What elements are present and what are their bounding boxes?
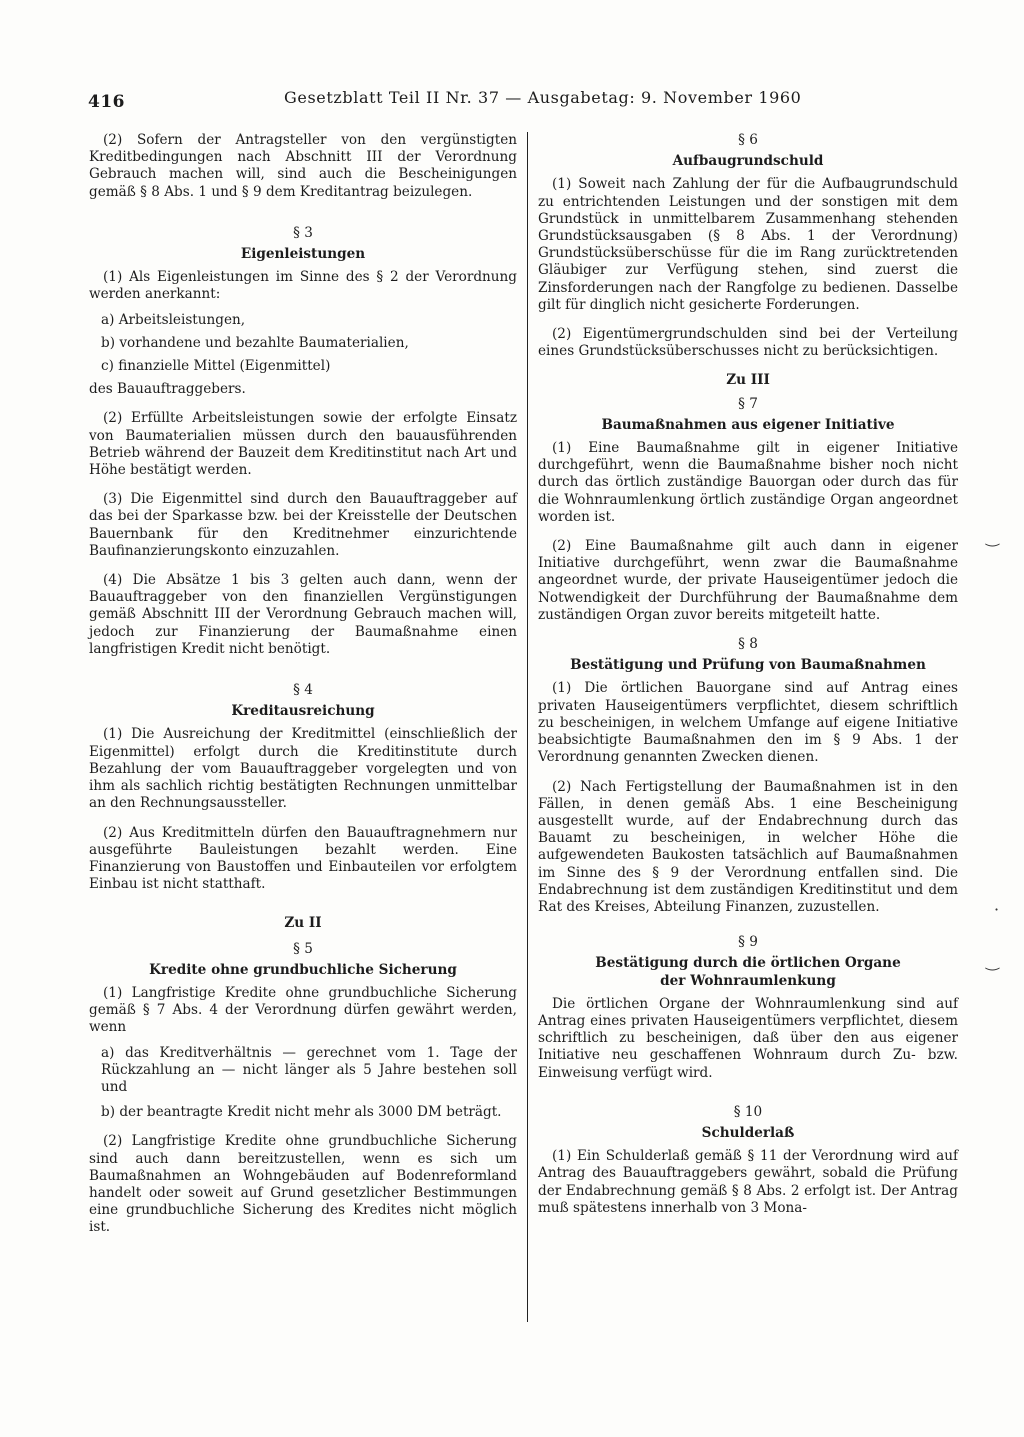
- section-number: § 5: [293, 940, 313, 957]
- paragraph: (1) Langfristige Kredite ohne grundbuchliche Sicherung gemäß § 7 Abs. 4 der Verordnung dürfen gewährt werden, wenn: [89, 984, 517, 1036]
- section-title: Bestätigung und Prüfung von Baumaßnahmen: [570, 657, 926, 674]
- right-column: [538, 132, 958, 1229]
- paragraph: (1) Als Eigenleistungen im Sinne des § 2 der Verordnung werden anerkannt:: [89, 269, 517, 303]
- paragraph: (2) Eine Baumaßnahme gilt auch dann in eigener Initiative durchgeführt, wenn zwar die Baumaßnahme angeordnet wurde, der private Hauseigentümer jedoch die Notwendigkeit der Durchführung der Baumaßnahme dem zuständigen Organ zuvor bereits mitgeteilt hatte.: [538, 538, 958, 623]
- part-heading: Zu II: [284, 915, 322, 932]
- list-item: a) Arbeitsleistungen,: [101, 311, 246, 328]
- margin-mark: ‿: [986, 528, 999, 547]
- paragraph: (1) Die Ausreichung der Kreditmittel (einschließlich der Eigenmittel) erfolgt durch die Kreditinstitute durch Bezahlung der vom Bauauftraggeber vorgelegten und von ihm als sachlich richtig bestätigten Rechnungen unmittelbar an den Rechnungsaussteller.: [89, 726, 517, 812]
- paragraph: (1) Ein Schulderlaß gemäß § 11 der Verordnung wird auf Antrag des Bauauftraggebers gewährt, sobald die Prüfung der Endabrechnung gemäß § 8 Abs. 2 erfolgt ist. Der Antrag muß spätestens innerhalb von 3 Mona-: [538, 1148, 958, 1216]
- paragraph: (3) Die Eigenmittel sind durch den Bauauftraggeber auf das bei der Sparkasse bzw. bei der Kreisstelle der Deutschen Bauernbank für den Kreditnehmer einzurichtende Baufinanzierungskonto einzuzahlen.: [89, 491, 517, 559]
- section-number: § 10: [733, 1103, 763, 1120]
- page-header: [88, 86, 968, 116]
- section-title: Kredite ohne grundbuchliche Sicherung: [149, 961, 457, 978]
- paragraph: (4) Die Absätze 1 bis 3 gelten auch dann, wenn der Bauauftraggeber von den finanziellen Vergünstigungen gemäß Abschnitt III der Verordnung Gebrauch machen will, jedoch zur Finanzierung der Baumaßnahme einen langfristigen Kredit nicht benötigt.: [89, 572, 517, 657]
- list-item: c) finanzielle Mittel (Eigenmittel): [101, 358, 331, 375]
- column-divider: [527, 132, 528, 1322]
- left-column: [89, 132, 517, 1249]
- paragraph: (2) Sofern der Antragsteller von den vergünstigten Kreditbedingungen nach Abschnitt III der Verordnung Gebrauch machen will, sind auch die Bescheinigungen gemäß § 8 Abs. 1 und § 9 dem Kreditantrag beizulegen.: [89, 132, 517, 200]
- paragraph: (2) Aus Kreditmitteln dürfen den Bauauftragnehmern nur ausgeführte Bauleistungen bezahlt werden. Eine Finanzierung von Baustoffen und Einbauteilen vor erfolgtem Einbau ist nicht statthaft.: [89, 824, 517, 893]
- paragraph: (2) Langfristige Kredite ohne grundbuchliche Sicherung sind auch dann bereitzustellen, wenn es sich um Baumaßnahmen an Wohngebäuden auf Bodenreformland handelt oder soweit auf Grund gesetzlicher Bestimmungen eine grundbuchliche Sicherung des Kredites nicht möglich ist.: [89, 1133, 517, 1236]
- paragraph: (2) Erfüllte Arbeitsleistungen sowie der erfolgte Einsatz von Baumaterialien müssen durch den bauausführenden Betrieb während der Bauzeit dem Kreditinstitut nach Art und Höhe bestätigt werden.: [89, 410, 517, 479]
- section-title: Kreditausreichung: [231, 703, 375, 720]
- paragraph: (1) Soweit nach Zahlung der für die Aufbaugrundschuld zu entrichtenden Leistungen und der sonstigen mit dem Grundstück in unmittelbarem Zusammenhang stehenden Grundstücksausgaben (§ 8 Abs. 1 der Verordnung) Grundstücksüberschüsse für die im Rang zurücktretenden Gläubiger zur Verfügung stehen, sind zuerst die Zinsforderungen nach der Rangfolge zu bedienen. Dasselbe gilt für dinglich nicht gesicherte Forderungen.: [538, 176, 958, 313]
- section-title: Bestätigung durch die örtlichen Organe: [595, 955, 901, 972]
- gazette-title: Gesetzblatt Teil II Nr. 37 — Ausgabetag: 9. November 1960: [284, 88, 802, 107]
- section-title: Eigenleistungen: [240, 246, 366, 263]
- paragraph: (2) Nach Fertigstellung der Baumaßnahmen ist in den Fällen, in denen gemäß Abs. 1 eine Bescheinigung ausgestellt wurde, auf der Endabrechnung durch das Bauamt zu bescheinigen, in welcher Höhe die aufgewendeten Baukosten tatsächlich auf Baumaßnahmen im Sinne des § 9 der Verordnung entfallen sind. Die Endabrechnung ist dem zuständigen Kreditinstitut und dem Rat des Kreises, Abteilung Finanzen, zuzustellen.: [538, 778, 958, 915]
- section-number: § 7: [738, 395, 758, 412]
- margin-mark: ‿: [986, 952, 999, 971]
- list-item: b) der beantragte Kredit nicht mehr als 3000 DM beträgt.: [101, 1104, 502, 1121]
- section-title: Baumaßnahmen aus eigener Initiative: [601, 416, 895, 433]
- section-title: der Wohnraumlenkung: [660, 972, 836, 989]
- paragraph: Die örtlichen Organe der Wohnraumlenkung sind auf Antrag eines privaten Hauseigentümers verpflichtet, diesem schriftlich zu bescheinigen, daß über den aus eigener Initiative neu geschaffenen Wohnraum durch Zu- bzw. Einweisung verfügt wird.: [538, 995, 958, 1081]
- section-number: § 6: [738, 132, 758, 148]
- section-number: § 8: [738, 636, 758, 653]
- paragraph: (1) Die örtlichen Bauorgane sind auf Antrag eines privaten Hauseigentümers verpflichtet, diesem schriftlich zu bescheinigen, in welchem Umfange auf eigene Initiative beabsichtigte Baumaßnahmen den im § 9 Abs. 1 der Verordnung genannten Zwecken dienen.: [538, 680, 958, 766]
- section-number: § 3: [293, 224, 313, 241]
- section-number: § 4: [293, 682, 313, 699]
- margin-mark: ·: [994, 900, 1000, 919]
- list-item: a) das Kreditverhältnis — gerechnet vom 1. Tage der Rückzahlung an — nicht länger als 5 Jahre bestehen soll und: [101, 1044, 517, 1095]
- paragraph: des Bauauftraggebers.: [89, 381, 246, 398]
- section-title: Aufbaugrundschuld: [672, 153, 824, 170]
- list-item: b) vorhandene und bezahlte Baumaterialien,: [101, 334, 409, 351]
- section-number: § 9: [738, 934, 758, 951]
- paragraph: (2) Eigentümergrundschulden sind bei der Verteilung eines Grundstücksüberschusses nicht zu berücksichtigen.: [538, 326, 958, 360]
- page-number: 416: [88, 92, 125, 112]
- paragraph: (1) Eine Baumaßnahme gilt in eigener Initiative durchgeführt, wenn die Baumaßnahme bisher noch nicht durch das örtlich zuständige Bauorgan oder durch das für die Wohnraumlenkung örtlich zuständige Organ angeordnet worden ist.: [538, 440, 958, 525]
- section-title: Schulderlaß: [701, 1124, 795, 1141]
- part-heading: Zu III: [726, 372, 770, 389]
